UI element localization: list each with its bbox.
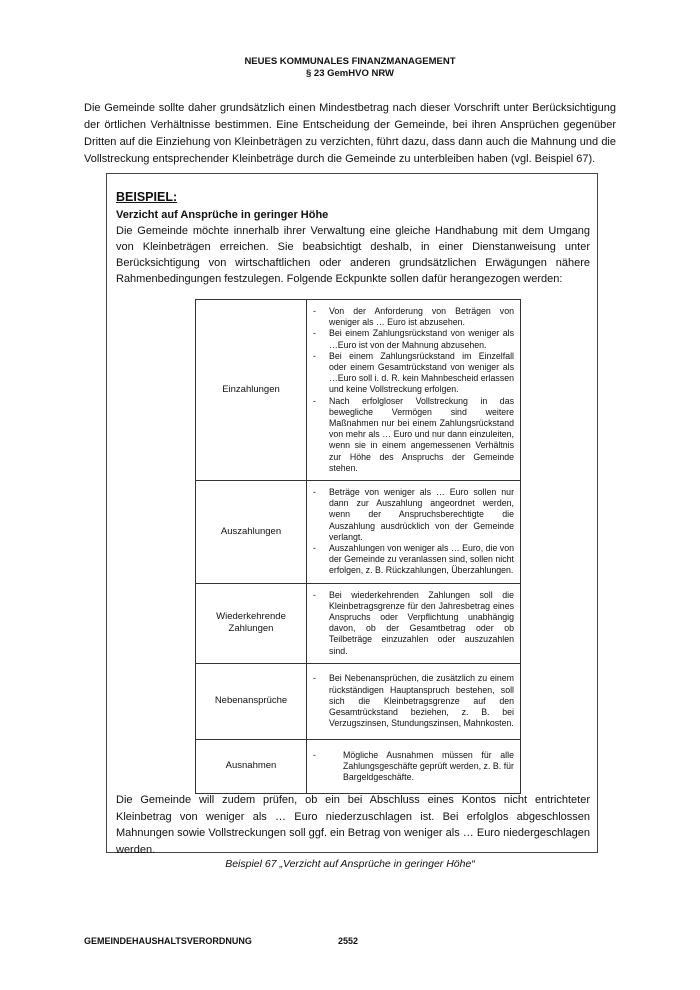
header-title: NEUES KOMMUNALES FINANZMANAGEMENT	[244, 56, 456, 67]
list-item: - Bei Nebenansprüchen, die zusätzlich zu einem rückständigen Hauptanspruch bestehen, soll sich die Kleinbetragsgrenze auf den Gesamtrückstand beziehen, z. B. bei Verzugszinsen, Stundungszinsen, Mahnkosten.	[313, 673, 514, 729]
list-item: - Mögliche Ausnahmen müssen für alle Zahlungsgeschäfte geprüft werden, z. B. für Bargeldgeschäfte.	[313, 750, 514, 784]
row-items	[313, 590, 514, 657]
row-category: Nebenansprüche	[196, 663, 307, 739]
list-item: - Bei einem Zahlungsrückstand im Einzelfall oder einem Gesamtrückstand von weniger als …Euro soll i. d. R. kein Mahnbescheid erlassen und keine Vollstreckung erfolgen.	[313, 351, 514, 396]
row-category: Auszahlungen	[196, 481, 307, 584]
list-item: - Bei einem Zahlungsrückstand von weniger als …Euro ist von der Mahnung abzusehen.	[313, 328, 514, 350]
example-table	[195, 299, 521, 794]
row-items	[313, 750, 514, 784]
example-box	[106, 173, 598, 856]
table-row	[196, 583, 521, 663]
list-item: - Auszahlungen von weniger als … Euro, die von der Gemeinde zu veranlassen sind, sollen nicht erfolgen, z. B. Rückzahlungen, Überzahlungen.	[313, 543, 514, 577]
example-outro: Die Gemeinde will zudem prüfen, ob ein bei Abschluss eines Kontos nicht entrichteter Kleinbetrag von weniger als … Euro niederzuschlagen ist. Bei erfolglos abgeschlossen Mahnungen sowie Vollstreckungen soll ggf. ein Betrag von weniger als … Euro niedergeschlagen werden.	[116, 794, 590, 856]
row-items	[313, 673, 514, 729]
page-header	[0, 56, 700, 80]
example-text: Die Gemeinde möchte innerhalb ihrer Verwaltung eine gleiche Handhabung mit dem Umgang von Kleinbeträgen erreichen. Sie beabsichtigt deshalb, in einer Dienstanweisung unter Berücksichtigung von wirtschaftlichen oder anderen grundsätzlichen Erwägungen nähere Rahmenbedingungen festzulegen. Folgende Eckpunkte sollen dafür herangezogen werden:	[116, 225, 590, 285]
header-subtitle: § 23 GemHVO NRW	[306, 68, 394, 79]
row-items	[313, 487, 514, 577]
table-row	[196, 739, 521, 793]
footer-title: GEMEINDEHAUSHALTSVERORDNUNG	[84, 936, 252, 946]
page-number: 2552	[338, 936, 359, 946]
list-item: - Bei wiederkehrenden Zahlungen soll die Kleinbetragsgrenze für den Jahresbetrag eines Anspruchs oder Verpflichtung unabhängig davon, ob der Gesamtbetrag oder ob Teilbeträge einzuzahlen oder auszuzahlen sind.	[313, 590, 514, 657]
table-row	[196, 663, 521, 739]
row-items	[313, 306, 514, 474]
row-category: Einzahlungen	[196, 300, 307, 481]
figure-caption: Beispiel 67 „Verzicht auf Ansprüche in geringer Höhe“	[225, 858, 475, 870]
table-row	[196, 300, 521, 481]
table-row	[196, 481, 521, 584]
list-item: - Beträge von weniger als … Euro sollen nur dann zur Auszahlung angeordnet werden, wenn der Anspruchsberechtigte die Auszahlung ausdrücklich von der Gemeinde verlangt.	[313, 487, 514, 543]
example-subtitle: Verzicht auf Ansprüche in geringer Höhe	[116, 209, 329, 221]
list-item: - Nach erfolgloser Vollstreckung in das bewegliche Vermögen sind weitere Maßnahmen nur bei einem Zahlungsrückstand von mehr als … Euro und nur dann einzuleiten, wenn sie in einem angemessenen Verhältnis zur Höhe des Anspruchs der Gemeinde stehen.	[313, 396, 514, 474]
intro-paragraph: Die Gemeinde sollte daher grundsätzlich einen Mindestbetrag nach dieser Vorschrift unter Berücksichtigung der örtlichen Verhältnisse bestimmen. Eine Entscheidung der Gemeinde, bei ihren Ansprüchen gegenüber Dritten auf die Einziehung von Kleinbeträgen zu verzichten, führt dazu, dass dann auch die Mahnung und die Vollstreckung entsprechender Kleinbeträge durch die Gemeinde zu unterbleiben haben (vgl. Beispiel 67).	[84, 102, 616, 165]
row-category: Wiederkehrende Zahlungen	[196, 583, 307, 663]
list-item: - Von der Anforderung von Beträgen von weniger als … Euro ist abzusehen.	[313, 306, 514, 328]
row-category: Ausnahmen	[196, 739, 307, 793]
example-label: BEISPIEL:	[116, 190, 178, 204]
